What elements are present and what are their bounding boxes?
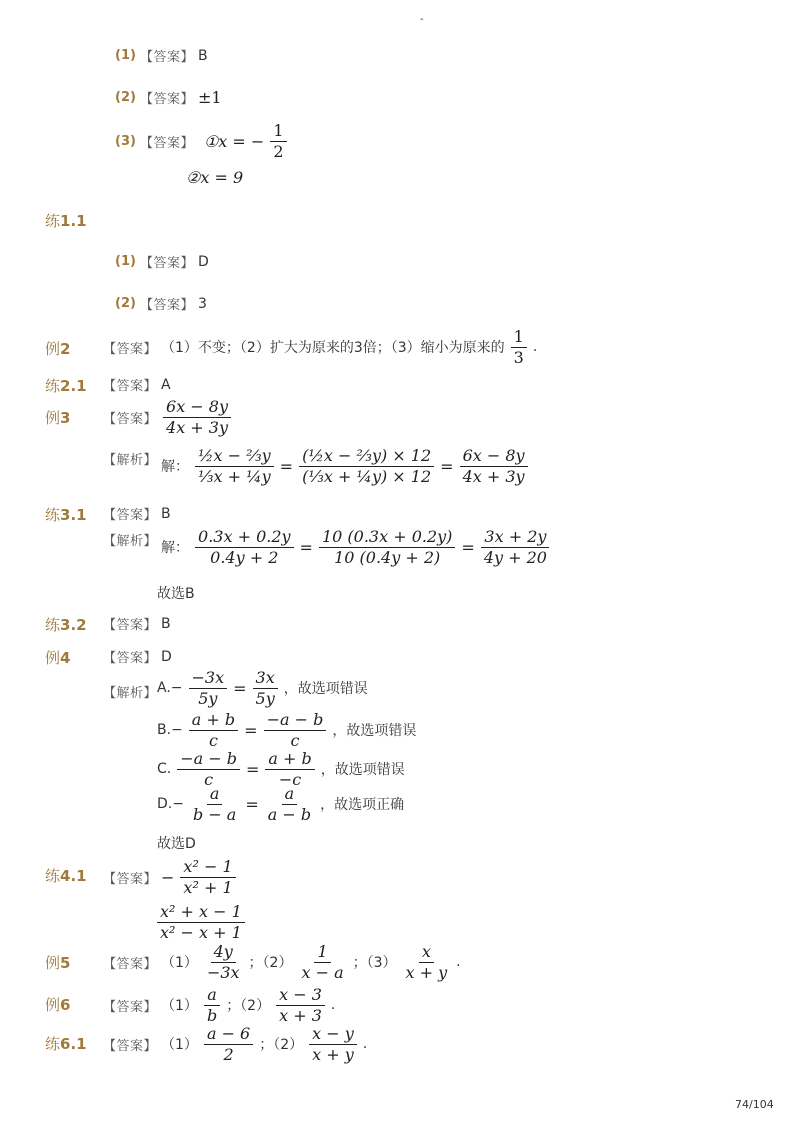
numerator: 10 (0.3x + 0.2y) bbox=[319, 528, 455, 548]
analysis-label: 【解析】 bbox=[103, 686, 158, 701]
fraction bbox=[157, 903, 245, 941]
denominator: 5y bbox=[255, 688, 275, 708]
part-marker: （1） bbox=[161, 998, 198, 1015]
option-note: ，故选项错误 bbox=[283, 681, 368, 698]
numerator: 6x − 8y bbox=[163, 398, 231, 418]
equals-sign: = bbox=[233, 678, 247, 698]
numerator: (½x − ⅔y) × 12 bbox=[299, 447, 434, 467]
equals-sign: = bbox=[440, 456, 454, 476]
numerator: x² + x − 1 bbox=[157, 903, 245, 923]
option-b bbox=[157, 711, 416, 749]
denominator: 3 bbox=[513, 347, 524, 367]
numerator: a − 6 bbox=[204, 1025, 253, 1045]
title-number: 3.2 bbox=[60, 616, 87, 634]
answer-value: A bbox=[161, 376, 171, 393]
title-prefix: 例 bbox=[45, 340, 61, 358]
answer-label: 【答案】 bbox=[139, 135, 194, 151]
numerator: a bbox=[207, 785, 223, 805]
equals-sign: = bbox=[279, 456, 294, 476]
fraction bbox=[177, 750, 240, 788]
option-note: ，故选项错误 bbox=[332, 723, 417, 740]
punctuation: . bbox=[456, 954, 461, 971]
item-number: (1) bbox=[115, 48, 136, 63]
punctuation: . bbox=[362, 1036, 368, 1053]
denominator: 5y bbox=[198, 688, 218, 708]
title-prefix: 练 bbox=[45, 506, 61, 524]
numerator: a bbox=[282, 785, 298, 805]
denominator: ⅓x + ¼y bbox=[198, 466, 271, 486]
option-prefix: B.− bbox=[157, 722, 183, 739]
punctuation: . bbox=[330, 997, 336, 1014]
title-prefix: 例 bbox=[45, 409, 61, 427]
denominator: c bbox=[208, 730, 218, 750]
denominator: c bbox=[290, 730, 300, 750]
answer-q1 bbox=[115, 46, 208, 65]
denominator: 4x + 3y bbox=[462, 466, 525, 486]
section-title-li-4 bbox=[45, 647, 70, 668]
answer-lian-4-1-second bbox=[155, 903, 247, 941]
title-prefix: 练 bbox=[45, 377, 61, 395]
numerator: x − 3 bbox=[276, 986, 325, 1006]
equals-sign: = bbox=[246, 759, 260, 779]
title-number: 3.1 bbox=[60, 506, 87, 524]
fraction bbox=[190, 785, 239, 823]
fraction bbox=[403, 943, 451, 981]
section-title-li-2 bbox=[45, 338, 70, 359]
analysis-lian-3-1 bbox=[103, 528, 552, 566]
fraction bbox=[195, 528, 294, 566]
title-number: 6 bbox=[60, 996, 71, 1014]
analysis-label: 【解析】 bbox=[103, 534, 158, 549]
numerator: 0.3x + 0.2y bbox=[195, 528, 294, 548]
section-title-li-6 bbox=[45, 994, 70, 1015]
title-prefix: 例 bbox=[45, 954, 61, 972]
section-title-lian-4-1 bbox=[45, 865, 87, 886]
answer-value: B bbox=[161, 505, 171, 522]
item-number: (3) bbox=[115, 133, 136, 149]
answer-value: 3 bbox=[197, 295, 207, 312]
numerator: a + b bbox=[265, 750, 314, 770]
numerator: x − y bbox=[309, 1025, 357, 1045]
denominator: b − a bbox=[192, 804, 237, 824]
analysis-prefix: 解： bbox=[161, 459, 190, 476]
answer-q3 bbox=[115, 122, 289, 160]
item-number: (2) bbox=[115, 90, 136, 105]
part-marker: ；（2） bbox=[248, 955, 293, 972]
answer-value: D bbox=[197, 253, 209, 270]
section-title-lian-2-1 bbox=[45, 375, 87, 396]
title-number: 4 bbox=[60, 649, 71, 667]
fraction bbox=[163, 398, 231, 436]
answer-label: 【答案】 bbox=[103, 508, 158, 523]
title-number: 2.1 bbox=[60, 377, 87, 395]
section-title-lian-1-1 bbox=[45, 210, 87, 231]
denominator: (⅓x + ¼y) × 12 bbox=[302, 466, 432, 486]
denominator: x + y bbox=[312, 1044, 354, 1064]
answer-value: D bbox=[161, 648, 172, 665]
analysis-label: 【解析】 bbox=[103, 453, 158, 468]
denominator: −3x bbox=[206, 962, 240, 982]
denominator: x − a bbox=[301, 962, 344, 982]
numerator: a bbox=[204, 986, 220, 1006]
fraction bbox=[319, 528, 455, 566]
fraction bbox=[264, 711, 327, 749]
option-a bbox=[157, 669, 368, 707]
fraction bbox=[195, 447, 274, 485]
title-prefix: 练 bbox=[45, 616, 61, 634]
answer-q2 bbox=[115, 88, 222, 107]
part-marker: ；（3） bbox=[352, 955, 397, 972]
part-marker: ；（2） bbox=[259, 1037, 304, 1054]
fraction bbox=[299, 447, 434, 485]
answer-label: 【答案】 bbox=[103, 411, 158, 427]
answer-label: 【答案】 bbox=[103, 999, 158, 1015]
section-title-li-5 bbox=[45, 952, 70, 973]
punctuation: . bbox=[532, 339, 538, 356]
denominator: a − b bbox=[267, 804, 312, 824]
equals-sign: = bbox=[245, 794, 259, 814]
answer-label: 【答案】 bbox=[139, 92, 194, 107]
answer-lian-3-1 bbox=[103, 504, 171, 523]
answer-lian-3-2 bbox=[103, 614, 171, 633]
item-number: (2) bbox=[115, 296, 136, 311]
answer-label: 【答案】 bbox=[103, 956, 158, 972]
option-note: ，故选项正确 bbox=[320, 797, 405, 814]
answer-value: B bbox=[197, 47, 208, 64]
equals-sign: = bbox=[244, 720, 258, 740]
numerator: −3x bbox=[189, 669, 228, 689]
denominator: 2 bbox=[273, 141, 284, 161]
answer-lian-4-1 bbox=[103, 858, 238, 896]
header-mark: - bbox=[420, 14, 424, 25]
numerator: 6x − 8y bbox=[460, 447, 528, 467]
denominator: b bbox=[206, 1005, 218, 1025]
answer-label: 【答案】 bbox=[103, 341, 158, 357]
answer-text: （1）不变；（2）扩大为原来的3倍；（3）缩小为原来的 bbox=[161, 340, 505, 357]
answer-lian-6-1 bbox=[103, 1025, 367, 1063]
fraction bbox=[265, 785, 314, 823]
numerator: a + b bbox=[189, 711, 238, 731]
title-number: 4.1 bbox=[60, 867, 87, 885]
answer-label: 【答案】 bbox=[103, 871, 158, 887]
answer-value: B bbox=[161, 615, 171, 632]
denominator: x² − x + 1 bbox=[160, 922, 242, 942]
title-prefix: 练 bbox=[45, 212, 61, 230]
fraction bbox=[189, 669, 228, 707]
fraction bbox=[204, 943, 243, 981]
fraction bbox=[511, 328, 527, 366]
denominator: 2 bbox=[223, 1044, 234, 1064]
fraction bbox=[481, 528, 550, 566]
numerator: 1 bbox=[270, 122, 286, 142]
analysis-li-3 bbox=[103, 447, 530, 485]
denominator: c bbox=[204, 769, 214, 789]
fraction bbox=[460, 447, 528, 485]
fraction bbox=[189, 711, 238, 749]
conclusion: 故选B bbox=[157, 586, 195, 602]
numerator: 3x bbox=[253, 669, 278, 689]
fraction bbox=[270, 122, 286, 160]
answer-li-5 bbox=[103, 943, 461, 981]
answer-label: 【答案】 bbox=[139, 298, 194, 313]
part-marker: ；（2） bbox=[226, 998, 271, 1015]
answer-label: 【答案】 bbox=[139, 50, 194, 65]
option-c bbox=[157, 750, 405, 788]
numerator: 4y bbox=[211, 943, 236, 963]
denominator: x + y bbox=[405, 962, 448, 982]
fraction bbox=[298, 943, 346, 981]
denominator: x² + 1 bbox=[183, 877, 233, 897]
denominator: x + 3 bbox=[279, 1005, 322, 1025]
option-prefix: A.− bbox=[157, 680, 183, 697]
fraction bbox=[253, 669, 278, 707]
numerator: −a − b bbox=[264, 711, 327, 731]
denominator: 10 (0.4y + 2) bbox=[334, 547, 441, 567]
fraction bbox=[204, 986, 220, 1024]
fraction bbox=[276, 986, 325, 1024]
equals-sign: = bbox=[299, 537, 313, 557]
answer-label: 【答案】 bbox=[103, 1038, 158, 1054]
numerator: 1 bbox=[511, 328, 527, 348]
option-prefix: C. bbox=[157, 761, 172, 778]
fraction bbox=[265, 750, 314, 788]
section-title-lian-3-2 bbox=[45, 614, 87, 635]
numerator: x bbox=[419, 943, 434, 963]
fraction bbox=[309, 1025, 357, 1063]
fraction bbox=[180, 858, 235, 896]
section-title-li-3 bbox=[45, 407, 70, 428]
page-number: 74/104 bbox=[735, 1098, 774, 1111]
denominator: 0.4y + 2 bbox=[210, 547, 279, 567]
title-number: 1.1 bbox=[60, 212, 87, 230]
equals-sign: = bbox=[461, 537, 475, 557]
answer-lian-1-1-p1 bbox=[115, 252, 209, 271]
answer-value: ±1 bbox=[197, 88, 222, 107]
option-d bbox=[157, 785, 404, 823]
numerator: 3x + 2y bbox=[481, 528, 549, 548]
answer-li-3 bbox=[103, 398, 233, 436]
analysis-prefix: 解： bbox=[161, 540, 190, 557]
title-prefix: 例 bbox=[45, 649, 61, 667]
answer-label: 【答案】 bbox=[103, 651, 158, 666]
title-number: 6.1 bbox=[60, 1035, 87, 1053]
minus-sign: − bbox=[161, 867, 175, 887]
answer-li-4 bbox=[103, 647, 172, 666]
conclusion: 故选D bbox=[157, 836, 196, 852]
title-number: 2 bbox=[60, 340, 71, 358]
option-note: ，故选项错误 bbox=[320, 762, 405, 779]
answer-label: 【答案】 bbox=[103, 618, 158, 633]
part-marker: （1） bbox=[161, 1037, 198, 1054]
answer-lian-1-1-p2 bbox=[115, 294, 207, 313]
answer-lian-2-1 bbox=[103, 375, 171, 394]
item-number: (1) bbox=[115, 254, 136, 269]
answer-label: 【答案】 bbox=[139, 256, 194, 271]
denominator: 4x + 3y bbox=[166, 417, 229, 437]
option-prefix: D.− bbox=[157, 796, 184, 813]
section-title-lian-3-1 bbox=[45, 504, 87, 525]
answer-li-2 bbox=[103, 328, 537, 366]
numerator: ½x − ⅔y bbox=[195, 447, 274, 467]
title-prefix: 练 bbox=[45, 867, 61, 885]
title-number: 5 bbox=[60, 954, 71, 972]
denominator: −c bbox=[278, 769, 302, 789]
answer-label: 【答案】 bbox=[103, 379, 158, 394]
title-number: 3 bbox=[60, 409, 71, 427]
denominator: 4y + 20 bbox=[483, 547, 547, 567]
part-marker: （1） bbox=[161, 955, 198, 972]
fraction bbox=[204, 1025, 253, 1063]
numerator: 1 bbox=[314, 943, 330, 963]
equation-2: ②x = 9 bbox=[186, 168, 244, 187]
equation-1: ①x = − bbox=[203, 131, 265, 151]
answer-li-6 bbox=[103, 986, 335, 1024]
numerator: −a − b bbox=[177, 750, 240, 770]
numerator: x² − 1 bbox=[180, 858, 235, 878]
section-title-lian-6-1 bbox=[45, 1033, 87, 1054]
title-prefix: 例 bbox=[45, 996, 61, 1014]
title-prefix: 练 bbox=[45, 1035, 61, 1053]
